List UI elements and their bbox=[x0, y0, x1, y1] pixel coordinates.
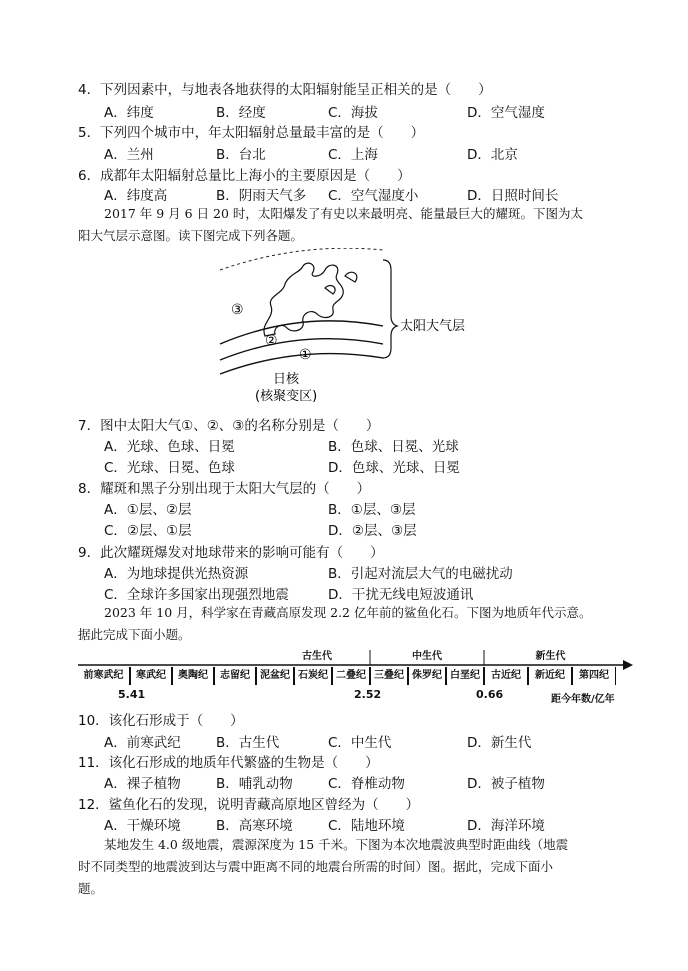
option-c[interactable]: C．②层、①层 bbox=[104, 523, 192, 539]
question-11-stem: 11．该化石形成的地质年代繁盛的生物是（ ） bbox=[78, 755, 379, 771]
passage-line: 阳大气层示意图。读下图完成下列各题。 bbox=[78, 228, 304, 243]
question-5-stem: 5．下列四个城市中，年太阳辐射总量最丰富的是（ ） bbox=[78, 125, 425, 141]
option-c[interactable]: C．全球许多国家出现强烈地震 bbox=[104, 587, 289, 603]
option-a[interactable]: A．前寒武纪 bbox=[104, 735, 181, 751]
axis-label: 距今年数/亿年 bbox=[551, 694, 615, 705]
passage-earthquake-cont bbox=[78, 856, 628, 900]
corona-flames bbox=[264, 263, 357, 336]
passage-solar-flare bbox=[104, 203, 624, 225]
option-d[interactable]: D．日照时间长 bbox=[467, 188, 559, 204]
period-silurian: 志留纪 bbox=[214, 667, 256, 685]
option-d[interactable]: D．空气湿度 bbox=[467, 105, 545, 121]
question-9-stem: 9．此次耀斑爆发对地球带来的影响可能有（ ） bbox=[78, 545, 384, 561]
period-cambrian: 寒武纪 bbox=[130, 667, 172, 685]
option-b[interactable]: B．哺乳动物 bbox=[216, 776, 293, 792]
question-8-stem: 8．耀斑和黑子分别出现于太阳大气层的（ ） bbox=[78, 481, 371, 497]
option-a[interactable]: A．纬度高 bbox=[104, 188, 168, 204]
option-a[interactable]: A．裸子植物 bbox=[104, 776, 181, 792]
option-c[interactable]: C．空气湿度小 bbox=[328, 188, 419, 204]
question-10-stem: 10．该化石形成于（ ） bbox=[78, 713, 244, 729]
option-b[interactable]: B．①层、③层 bbox=[328, 502, 416, 518]
age-marker: 0.66 bbox=[476, 688, 504, 701]
option-d[interactable]: D．被子植物 bbox=[467, 776, 545, 792]
passage-solar-flare-cont bbox=[78, 225, 628, 247]
option-d[interactable]: D．海洋环境 bbox=[467, 818, 545, 834]
period-carboniferous: 石炭纪 bbox=[294, 667, 332, 685]
passage-line: 题。 bbox=[78, 881, 104, 896]
passage-line: 据此完成下面小题。 bbox=[78, 627, 191, 642]
option-b[interactable]: B．古生代 bbox=[216, 735, 280, 751]
option-b[interactable]: B．经度 bbox=[216, 105, 266, 121]
question-7-stem: 7．图中太阳大气①、②、③的名称分别是（ ） bbox=[78, 418, 380, 434]
option-d[interactable]: D．新生代 bbox=[467, 735, 532, 751]
label-3: ③ bbox=[231, 302, 244, 318]
period-devonian: 泥盆纪 bbox=[256, 667, 294, 685]
period-neogene: 新近纪 bbox=[528, 667, 572, 685]
option-a[interactable]: A．光球、色球、日冕 bbox=[104, 439, 235, 455]
option-c[interactable]: C．光球、日冕、色球 bbox=[104, 460, 235, 476]
option-b[interactable]: B．引起对流层大气的电磁扰动 bbox=[328, 566, 513, 582]
corona-boundary bbox=[220, 248, 383, 270]
option-b[interactable]: B．阴雨天气多 bbox=[216, 188, 307, 204]
option-a[interactable]: A．纬度 bbox=[104, 105, 154, 121]
atmosphere-label: 太阳大气层 bbox=[400, 319, 466, 334]
option-d[interactable]: D．干扰无线电短波通讯 bbox=[328, 587, 474, 603]
period-ordovician: 奥陶纪 bbox=[172, 667, 214, 685]
option-d[interactable]: D．色球、光球、日冕 bbox=[328, 460, 460, 476]
option-b[interactable]: B．台北 bbox=[216, 147, 266, 163]
passage-line: 时不同类型的地震波到达与震中距离不同的地震台所需的时间）图。据此，完成下面小 bbox=[78, 859, 554, 874]
core-label: 日核 bbox=[273, 372, 300, 387]
option-a[interactable]: A．干燥环境 bbox=[104, 818, 181, 834]
age-marker: 5.41 bbox=[118, 688, 146, 701]
period-quaternary: 第四纪 bbox=[572, 667, 616, 685]
option-c[interactable]: C．脊椎动物 bbox=[328, 776, 405, 792]
option-c[interactable]: C．中生代 bbox=[328, 735, 392, 751]
atmosphere-bracket bbox=[383, 260, 397, 358]
passage-line: 2023 年 10 月，科学家在青藏高原发现 2.2 亿年前的鲨鱼化石。下图为地质年代示意。 bbox=[104, 605, 592, 620]
age-marker: 2.52 bbox=[354, 688, 382, 701]
period-paleogene: 古近纪 bbox=[484, 667, 528, 685]
era-paleozoic: 古生代 bbox=[302, 651, 332, 662]
option-d[interactable]: D．②层、③层 bbox=[328, 523, 417, 539]
sun-atmosphere-diagram bbox=[205, 248, 495, 408]
label-1: ① bbox=[299, 347, 312, 363]
option-b[interactable]: B．色球、日冕、光球 bbox=[328, 439, 459, 455]
geologic-timeline bbox=[78, 650, 638, 710]
period-cretaceous: 白垩纪 bbox=[446, 667, 484, 685]
passage-shark-fossil bbox=[104, 602, 624, 624]
option-a[interactable]: A．①层、②层 bbox=[104, 502, 192, 518]
question-4-stem: 4．下列因素中，与地表各地获得的太阳辐射能呈正相关的是（ ） bbox=[78, 82, 492, 98]
outer-dashed-arc-right bbox=[383, 250, 404, 255]
option-c[interactable]: C．上海 bbox=[328, 147, 378, 163]
passage-shark-fossil-cont bbox=[78, 624, 628, 646]
option-c[interactable]: C．陆地环境 bbox=[328, 818, 405, 834]
era-mesozoic: 中生代 bbox=[412, 651, 442, 662]
option-b[interactable]: B．高寒环境 bbox=[216, 818, 293, 834]
passage-earthquake bbox=[104, 834, 624, 856]
era-cenozoic: 新生代 bbox=[535, 651, 566, 662]
option-a[interactable]: A．兰州 bbox=[104, 147, 154, 163]
period-jurassic: 侏罗纪 bbox=[408, 667, 446, 685]
question-12-stem: 12．鲨鱼化石的发现，说明青藏高原地区曾经为（ ） bbox=[78, 797, 420, 813]
period-triassic: 三叠纪 bbox=[370, 667, 408, 685]
passage-line: 某地发生 4.0 级地震，震源深度为 15 千米。下图为本次地震波典型时距曲线（地震 bbox=[104, 837, 569, 852]
period-permian: 二叠纪 bbox=[332, 667, 370, 685]
question-6-stem: 6．成都年太阳辐射总量比上海小的主要原因是（ ） bbox=[78, 168, 411, 184]
option-c[interactable]: C．海拔 bbox=[328, 105, 378, 121]
passage-line: 2017 年 9 月 6 日 20 时，太阳爆发了有史以来最明亮、能量最巨大的耀斑。下图为太 bbox=[104, 206, 583, 221]
option-a[interactable]: A．为地球提供光热资源 bbox=[104, 566, 249, 582]
period-precambrian: 前寒武纪 bbox=[78, 667, 130, 685]
core-sub-label: (核聚变区) bbox=[255, 389, 318, 404]
option-d[interactable]: D．北京 bbox=[467, 147, 518, 163]
label-2: ② bbox=[265, 333, 278, 349]
